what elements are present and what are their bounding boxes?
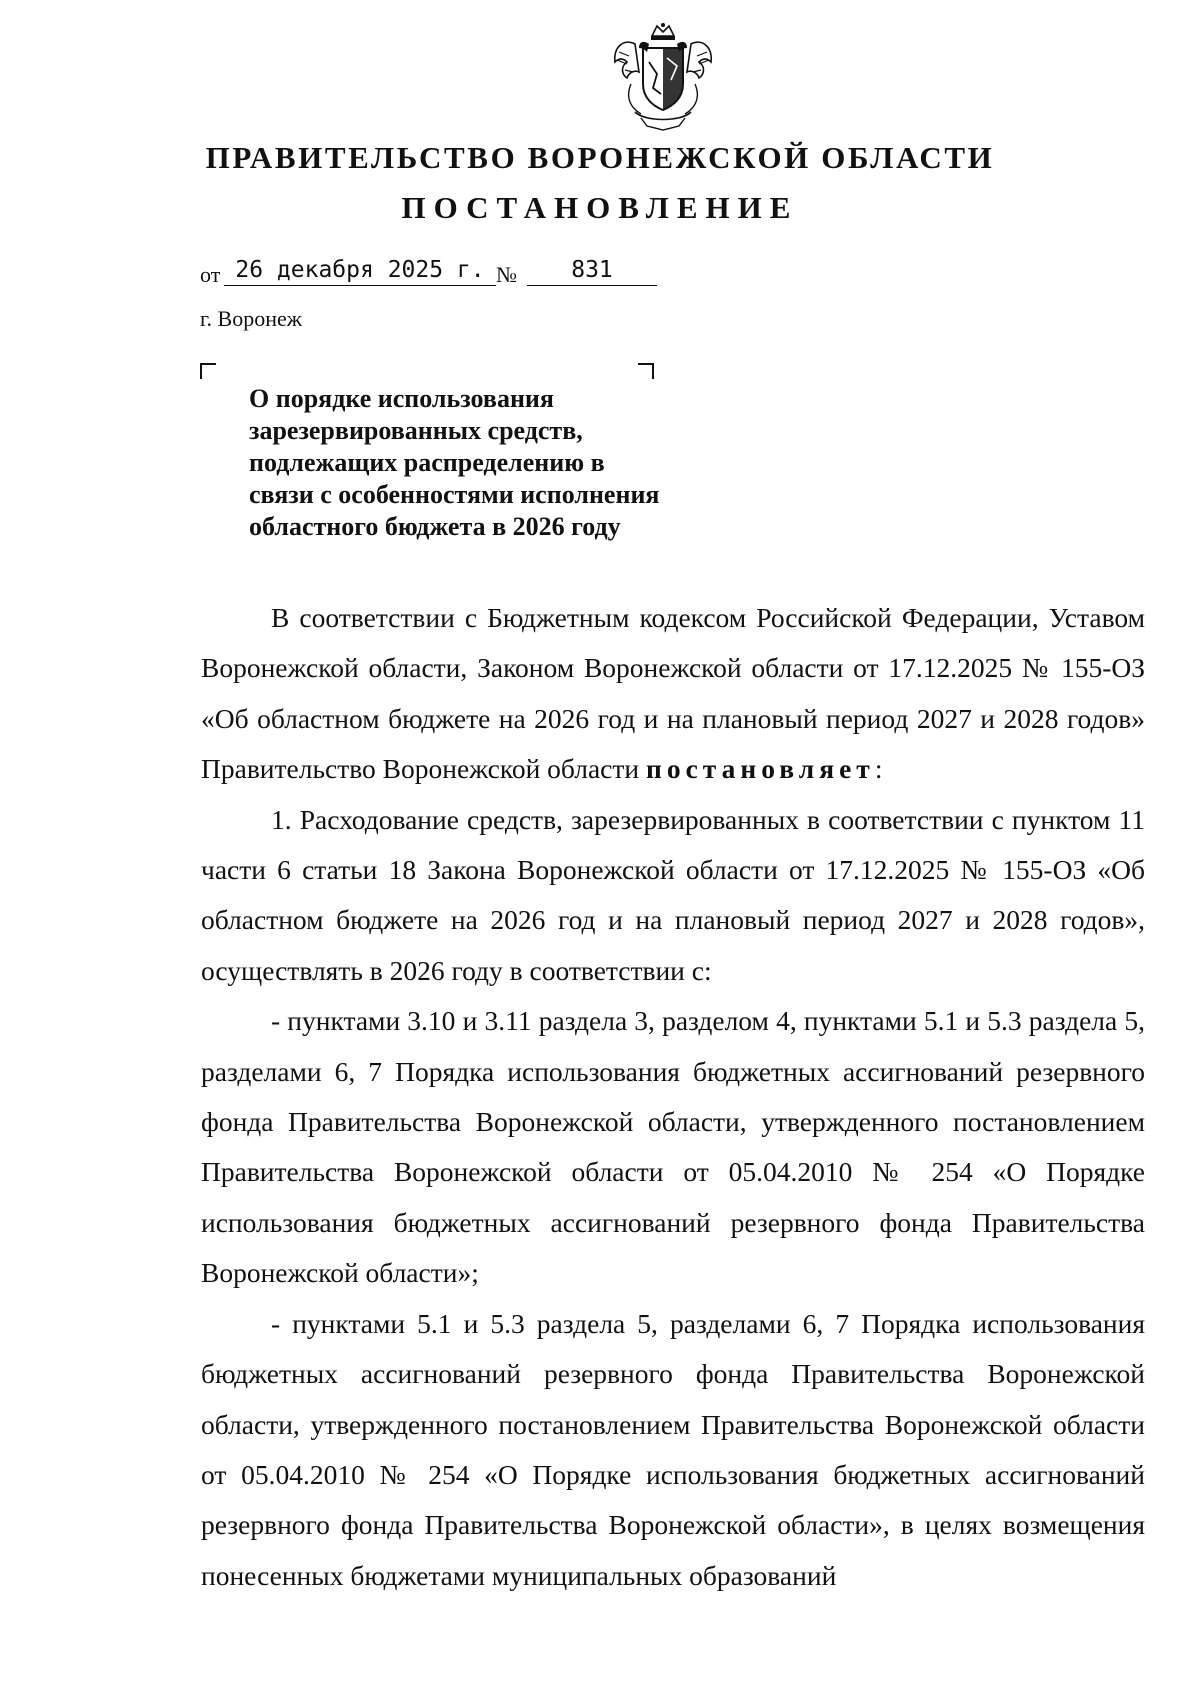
preamble-text: В соответствии с Бюджетным кодексом Российской Федерации, Уставом Воронежской области, Законом Воронежской области от 17.12.2025 № 155-ОЗ «Об областном бюджете на 2026 год и на плановый период 2027 и 2028 годов» Правительство Воронежской области [201,602,1145,785]
document-body [201,593,1145,1601]
preamble-end: : [874,753,883,785]
body-paragraph-3: - пунктами 5.1 и 5.3 раздела 5, разделами 6, 7 Порядка использования бюджетных ассигнований резервного фонда Правительства Воронежской области, утвержденного постановлением Правительства Воронежской области от 05.04.2010 № 254 «О Порядке использования бюджетных ассигнований резервного фонда Правительства Воронежской области», в целях возмещения понесенных бюджетами муниципальных образований [201,1307,1145,1591]
document-date-number-line [200,258,760,292]
subject-line: О порядке использования [249,384,554,413]
subject-line: связи с особенностями исполнения [249,480,660,509]
document-date: 26 декабря 2025 г. [224,255,496,286]
subject-corner-mark-right [638,363,654,379]
subject-line: зарезервированных средств, [249,416,583,445]
body-paragraph-2: - пунктами 3.10 и 3.11 раздела 3, разделом 4, пунктами 5.1 и 5.3 раздела 5, разделами 6, 7 Порядка использования бюджетных ассигнований резервного фонда Правительства Воронежской области, утвержденного постановлением Правительства Воронежской области от 05.04.2010 № 254 «О Порядке использования бюджетных ассигнований резервного фонда Правительства Воронежской области»; [201,1005,1145,1289]
document-subject [249,383,719,543]
subject-line: подлежащих распределению в [249,448,605,477]
coat-of-arms-icon [605,22,721,132]
preamble-paragraph [201,593,1145,795]
date-prefix: от [200,262,221,287]
subject-line: областного бюджета в 2026 году [249,512,621,541]
body-paragraph-1: 1. Расходование средств, зарезервированных в соответствии с пунктом 11 части 6 статьи 18 Закона Воронежской области от 17.12.2025 № 155-ОЗ «Об областном бюджете на 2026 год и на плановый период 2027 и 2028 годов», осуществлять в 2026 году в соответствии с: [201,803,1145,986]
government-name: ПРАВИТЕЛЬСТВО ВОРОНЕЖСКОЙ ОБЛАСТИ [205,140,995,175]
decree-word: постановляет [645,753,875,785]
document-type-title: ПОСТАНОВЛЕНИЕ [401,190,799,225]
issue-city: г. Воронеж [200,306,302,331]
subject-corner-mark-left [200,363,216,379]
number-prefix: № [496,262,517,287]
document-number: 831 [527,255,657,286]
